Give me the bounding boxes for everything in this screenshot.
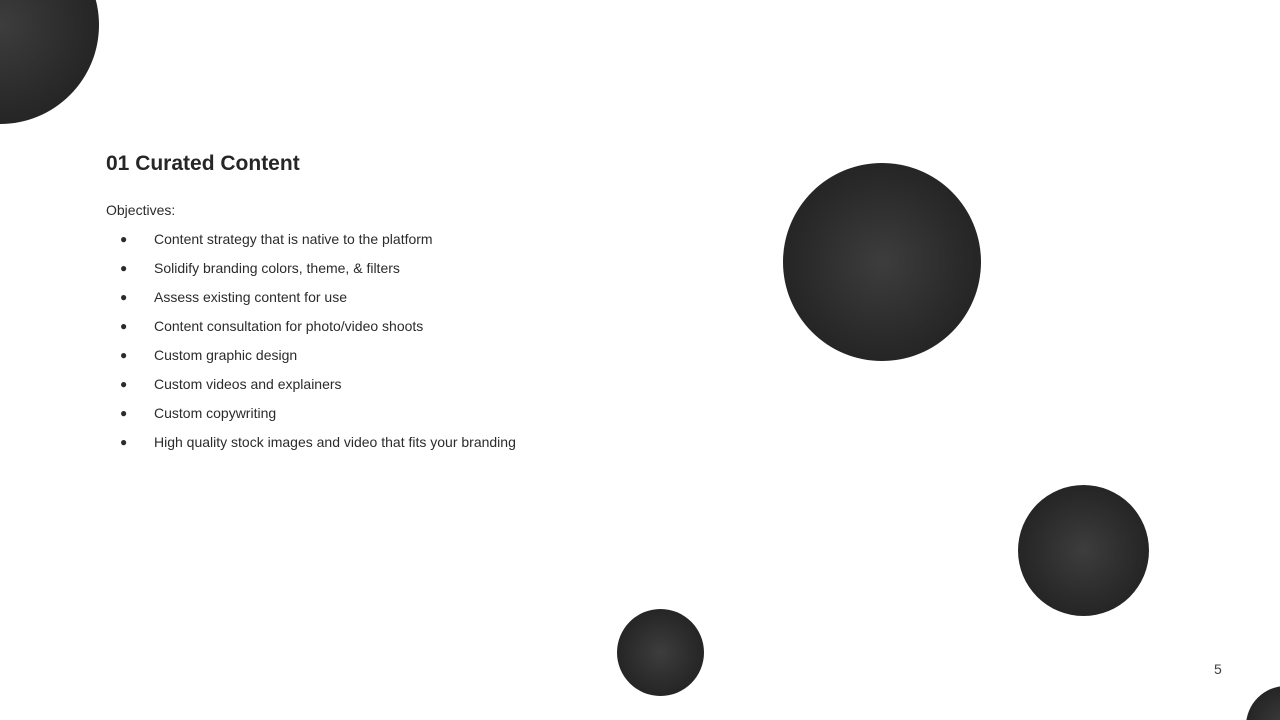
objective-text: Content consultation for photo/video shoots: [154, 318, 424, 334]
bullet-icon: ●: [120, 377, 128, 391]
slide-title: 01 Curated Content: [106, 152, 300, 175]
objective-text: High quality stock images and video that fits your branding: [154, 434, 516, 450]
objective-text: Assess existing content for use: [154, 289, 347, 305]
bullet-icon: ●: [120, 319, 128, 333]
page-number: 5: [1214, 661, 1222, 677]
objectives-heading: Objectives:: [106, 202, 176, 218]
decorative-circle-large: [783, 163, 981, 361]
bullet-icon: ●: [120, 290, 128, 304]
bullet-icon: ●: [120, 406, 128, 420]
objective-text: Solidify branding colors, theme, & filters: [154, 260, 400, 276]
bullet-icon: ●: [120, 232, 128, 246]
objective-text: Custom copywriting: [154, 405, 277, 421]
decorative-circle-top-left: [0, 0, 99, 124]
bullet-icon: ●: [120, 261, 128, 275]
objective-text: Custom videos and explainers: [154, 376, 342, 392]
decorative-circle-bottom-right: [1246, 686, 1280, 720]
objective-text: Content strategy that is native to the platform: [154, 231, 433, 247]
decorative-circle-medium: [1018, 485, 1149, 616]
decorative-circle-small: [617, 609, 704, 696]
bullet-icon: ●: [120, 435, 128, 449]
bullet-icon: ●: [120, 348, 128, 362]
objective-text: Custom graphic design: [154, 347, 298, 363]
